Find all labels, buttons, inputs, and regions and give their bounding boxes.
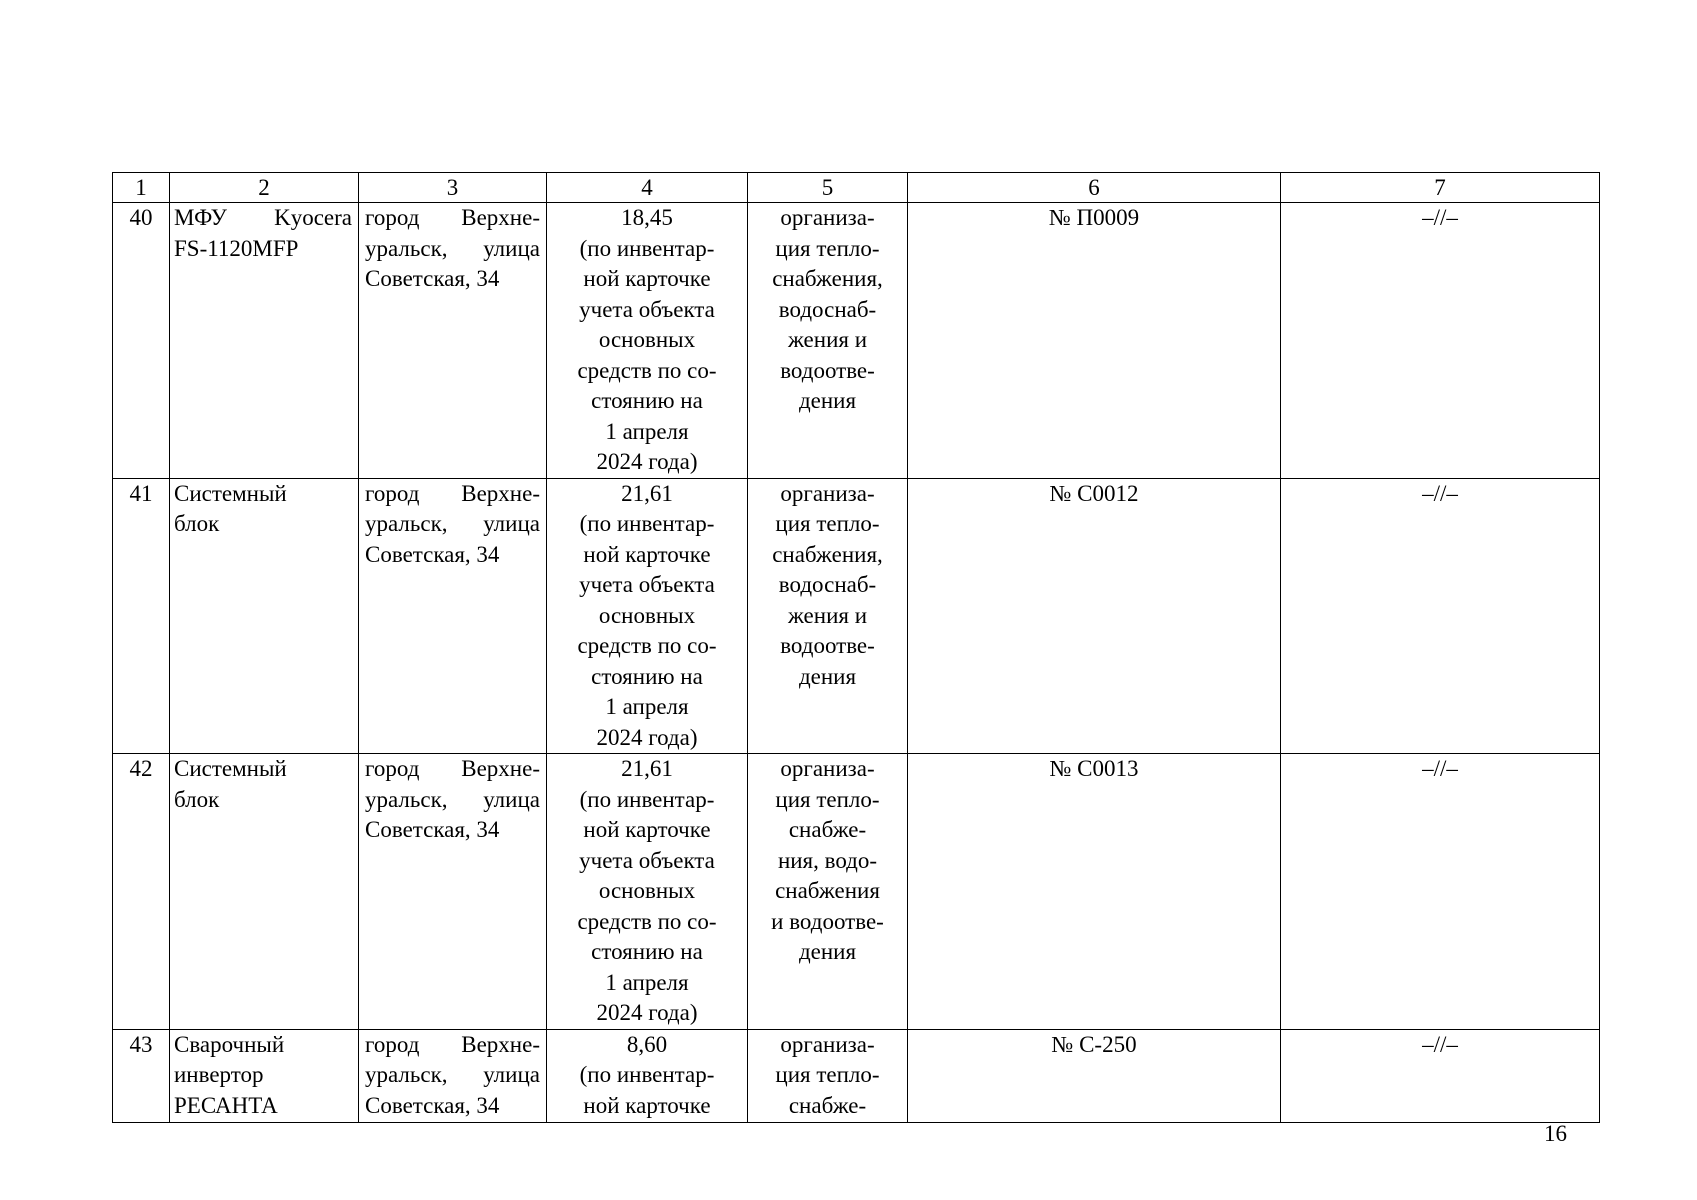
value-line: 18,45 [621,205,673,230]
organization-line: жения и [787,327,868,352]
value-line: 2024 года) [596,1000,698,1025]
value-line: средств по со- [577,357,717,383]
organization-line: снабже- [788,1092,867,1118]
address-cell [359,478,547,754]
organization-line: снабжения, [772,541,883,567]
organization-line: дения [798,939,857,964]
organization-line: жения и [787,602,868,628]
table-row [113,1029,1600,1122]
note-cell [1281,203,1600,479]
ditto-mark: –//– [1422,205,1458,230]
organization-cell [748,478,908,754]
row-number: 42 [129,756,153,781]
address-line: уральск, улица [365,786,540,812]
column-header-3: 3 [359,173,547,203]
column-header-5: 5 [748,173,908,203]
row-number-cell [113,1029,170,1122]
table-row [113,203,1600,479]
address-line: Советская, 34 [365,266,500,291]
name-cell [170,203,359,479]
value-line: 8,60 [626,1031,668,1057]
inventory-cell [908,478,1281,754]
value-line: ной карточке [583,1092,711,1118]
name-line: Системный [174,756,287,781]
inventory-number: № П0009 [1048,205,1140,230]
column-header-6: 6 [908,173,1281,203]
value-line: (по инвентар- [579,511,715,536]
organization-cell [748,1029,908,1122]
value-line: средств по со- [577,908,717,934]
address-line: город Верхне- [365,480,540,506]
name-line: блок [174,786,220,812]
name-cell [170,754,359,1030]
address-line: город Верхне- [365,1031,540,1057]
name-line: Системный [174,480,287,506]
value-line: 1 апреля [605,694,689,719]
organization-line: дения [798,388,857,413]
organization-line: ния, водо- [777,847,878,873]
value-cell [547,1029,748,1122]
name-line: Сварочный [174,1031,285,1057]
value-line: 21,61 [621,756,673,781]
organization-line: водоотве- [780,633,875,658]
ditto-mark: –//– [1422,480,1458,506]
organization-line: водоснаб- [778,296,877,322]
organization-line: организа- [780,1031,875,1057]
address-cell [359,203,547,479]
organization-line: ция тепло- [775,786,880,812]
organization-line: снабжения [775,878,880,903]
value-line: 1 апреля [605,418,689,444]
address-line: уральск, улица [365,1062,540,1087]
address-line: город Верхне- [365,756,540,781]
address-cell [359,754,547,1030]
row-number: 41 [129,480,153,506]
organization-line: организа- [780,756,875,781]
organization-line: дения [798,663,857,689]
inventory-cell [908,754,1281,1030]
note-cell [1281,478,1600,754]
address-line: Советская, 34 [365,817,500,842]
value-line: основных [598,602,696,628]
value-line: учета объекта [579,296,715,322]
name-line: РЕСАНТА [174,1092,278,1118]
value-line: основных [598,327,696,352]
inventory-number: № С0012 [1049,480,1139,506]
value-cell [547,754,748,1030]
organization-line: организа- [780,205,875,230]
name-line: FS-1120MFP [174,235,299,261]
value-line: 2024 года) [596,724,698,750]
address-line: Советская, 34 [365,1092,500,1118]
name-cell [170,478,359,754]
column-number-row [113,173,1600,203]
organization-line: и водоотве- [771,908,884,934]
organization-cell [748,203,908,479]
column-header-4: 4 [547,173,748,203]
note-cell [1281,754,1600,1030]
column-header-7: 7 [1281,173,1600,203]
value-line: (по инвентар- [579,786,715,812]
value-line: ной карточке [583,817,711,842]
name-cell [170,1029,359,1122]
organization-line: водоотве- [780,357,875,383]
column-header-2: 2 [170,173,359,203]
value-line: учета объекта [579,572,715,597]
value-line: средств по со- [577,633,717,658]
table-row [113,478,1600,754]
address-line: уральск, улица [365,235,540,261]
organization-line: ция тепло- [775,235,880,261]
ditto-mark: –//– [1422,756,1458,781]
note-cell [1281,1029,1600,1122]
value-line: (по инвентар- [579,1062,715,1087]
value-line: стоянию на [591,388,703,413]
organization-line: водоснаб- [778,572,877,597]
value-line: 1 апреля [605,969,689,995]
value-cell [547,203,748,479]
row-number-cell [113,754,170,1030]
organization-line: снабжения, [772,266,883,291]
inventory-cell [908,203,1281,479]
name-line: инвертор [174,1062,264,1087]
name-line: МФУ Kyocera [174,205,352,230]
row-number-cell [113,203,170,479]
organization-line: ция тепло- [775,1062,880,1087]
column-header-1: 1 [113,173,170,203]
value-cell [547,478,748,754]
inventory-number: № С-250 [1051,1031,1137,1057]
ditto-mark: –//– [1422,1031,1458,1057]
table-row [113,754,1600,1030]
organization-line: организа- [780,480,875,506]
inventory-cell [908,1029,1281,1122]
address-line: город Верхне- [365,205,540,230]
inventory-number: № С0013 [1049,756,1139,781]
address-cell [359,1029,547,1122]
value-line: 2024 года) [596,449,698,474]
value-line: учета объекта [579,847,715,873]
organization-line: снабже- [788,817,867,842]
value-line: основных [598,878,696,903]
organization-line: ция тепло- [775,511,880,536]
value-line: 21,61 [621,480,673,506]
value-line: ной карточке [583,541,711,567]
address-line: уральск, улица [365,511,540,536]
name-line: блок [174,511,220,536]
property-table [112,172,1600,1123]
value-line: ной карточке [583,266,711,291]
organization-cell [748,754,908,1030]
row-number: 40 [129,205,153,230]
value-line: (по инвентар- [579,235,715,261]
value-line: стоянию на [591,663,703,689]
row-number: 43 [129,1031,153,1057]
value-line: стоянию на [591,939,703,964]
row-number-cell [113,478,170,754]
address-line: Советская, 34 [365,541,500,567]
page-number: 16 [1544,1121,1567,1146]
